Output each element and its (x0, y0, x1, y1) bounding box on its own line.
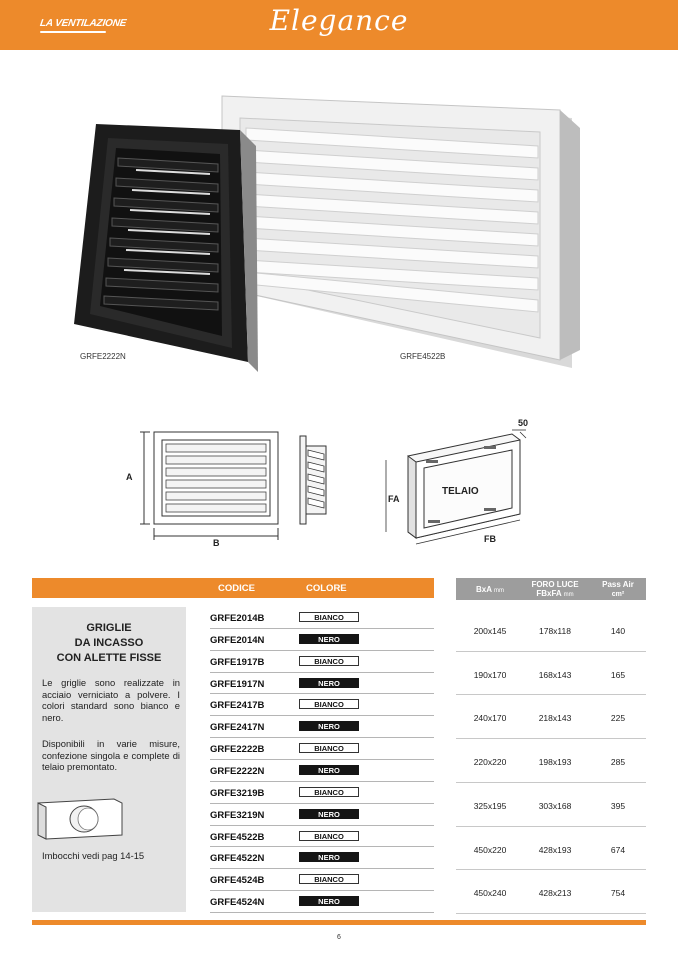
technical-drawings (110, 410, 580, 560)
spec-bxa: 240x170 (473, 713, 507, 724)
panel-paragraph-1: Le griglie sono realizzate in acciaio verniciato a polvere. I colori standard sono bianco e nero. (42, 677, 180, 723)
foro-column-header (520, 580, 590, 600)
spec-pass: 225 (610, 713, 626, 724)
product-photos (60, 88, 580, 378)
product-photo-illustration (60, 88, 580, 378)
spec-foro: 178x118 (539, 626, 571, 636)
product-row (210, 804, 434, 826)
spec-bxa: 450x240 (473, 888, 507, 899)
product-code: GRFE2222B (210, 744, 265, 756)
color-badge: BIANCO (299, 874, 359, 884)
product-row (210, 651, 434, 673)
page-number: 6 (337, 934, 341, 941)
spec-foro: 198x193 (538, 757, 572, 768)
color-badge: NERO (299, 852, 359, 862)
bxa-header-text: BxA (476, 585, 492, 594)
spec-foro: 168x143 (538, 669, 572, 680)
spec-row (456, 695, 646, 738)
spec-pass: 395 (610, 800, 626, 811)
product-row (210, 869, 434, 891)
frame-label: TELAIO (442, 486, 479, 497)
spec-pass: 285 (610, 757, 626, 768)
dim-fb-label: FB (484, 534, 496, 544)
row-divider (210, 912, 434, 913)
product-code: GRFE2417B (210, 700, 265, 712)
color-badge: BIANCO (299, 612, 359, 622)
product-code: GRFE4522B (210, 831, 265, 843)
color-badge: BIANCO (299, 743, 359, 753)
dim-depth-label: 50 (518, 418, 529, 428)
product-code: GRFE4524N (210, 897, 265, 909)
product-code: GRFE2014N (210, 634, 265, 646)
footer-bar (32, 920, 646, 925)
spec-row (456, 608, 646, 651)
color-badge: BIANCO (299, 831, 359, 841)
dim-b-label: B (213, 538, 220, 548)
product-row (210, 847, 434, 869)
product-row (210, 673, 434, 695)
foro-header-unit: mm (563, 592, 574, 598)
panel-title-line1: GRIGLIE (86, 622, 132, 634)
pass-column-header (592, 580, 644, 599)
technical-drawing-illustration (110, 410, 580, 560)
product-code: GRFE3219B (210, 787, 265, 799)
dim-fa-label: FA (388, 494, 400, 504)
header-bar (0, 0, 678, 50)
product-row (210, 694, 434, 716)
color-badge: NERO (299, 765, 359, 775)
product-row (210, 607, 434, 629)
product-code: GRFE4522N (210, 853, 265, 865)
spec-pass: 140 (610, 626, 626, 636)
color-badge: BIANCO (299, 656, 359, 666)
product-row (210, 629, 434, 651)
bxa-header-unit: mm (493, 588, 504, 594)
spec-bxa: 220x220 (473, 757, 507, 768)
product-row (210, 782, 434, 804)
color-column-header: COLORE (306, 583, 347, 594)
codes-table-header (32, 578, 434, 598)
spec-bxa: 200x145 (473, 626, 507, 636)
color-badge: BIANCO (299, 787, 359, 797)
panel-paragraph-2: Disponibili in varie misure, confezione singola e complete di telaio premontato. (42, 738, 180, 772)
specs-table-header (456, 578, 646, 600)
spec-pass: 165 (610, 669, 626, 680)
color-badge: NERO (299, 721, 359, 731)
brand-logo: LA VENTILAZIONE (39, 18, 127, 29)
spec-row (456, 827, 646, 870)
product-row (210, 738, 434, 760)
bxa-column-header (462, 585, 518, 596)
spec-pass: 674 (610, 844, 626, 855)
code-column-header: CODICE (218, 583, 255, 594)
product-code: GRFE1917B (210, 656, 265, 668)
spec-foro: 428x193 (538, 844, 572, 855)
color-badge: NERO (299, 634, 359, 644)
spec-pass: 754 (610, 888, 626, 899)
foro-header-line2: FBxFA (536, 589, 562, 598)
spec-row (456, 870, 646, 913)
product-row (210, 891, 434, 913)
duct-connector-thumbnail (30, 795, 130, 841)
product-code: GRFE1917N (210, 678, 265, 690)
product-row (210, 716, 434, 738)
product-code: GRFE4524B (210, 875, 265, 887)
spec-bxa: 325x195 (473, 800, 507, 811)
color-badge: BIANCO (299, 699, 359, 709)
foro-header-line1: FORO LUCE (531, 580, 579, 589)
panel-note: Imbocchi vedi pag 14-15 (42, 850, 145, 861)
product-code: GRFE2014B (210, 613, 265, 624)
color-badge: NERO (299, 896, 359, 906)
photo-caption-right: GRFE4522B (400, 352, 446, 361)
color-badge: NERO (299, 678, 359, 688)
color-badge: NERO (299, 809, 359, 819)
product-code: GRFE3219N (210, 809, 265, 821)
photo-caption-left: GRFE2222N (80, 352, 126, 361)
spec-bxa: 190x170 (473, 669, 507, 680)
pass-header-unit: cm² (611, 591, 625, 598)
description-panel (32, 607, 186, 912)
spec-row (456, 739, 646, 782)
panel-title (32, 621, 186, 666)
spec-foro: 303x168 (538, 800, 572, 811)
product-row (210, 760, 434, 782)
spec-divider (456, 913, 646, 914)
spec-foro: 428x213 (538, 888, 572, 899)
dim-a-label: A (126, 472, 133, 482)
product-code: GRFE2417N (210, 722, 265, 734)
spec-foro: 218x143 (538, 713, 572, 724)
product-code: GRFE2222N (210, 765, 265, 777)
pass-header-line1: Pass Air (602, 580, 634, 589)
spec-row (456, 652, 646, 695)
page-title: Elegance (269, 4, 409, 37)
spec-row (456, 783, 646, 826)
product-row (210, 826, 434, 848)
panel-title-line2: DA INCASSO (74, 637, 144, 649)
spec-bxa: 450x220 (473, 844, 507, 855)
panel-title-line3: CON ALETTE FISSE (56, 652, 162, 664)
